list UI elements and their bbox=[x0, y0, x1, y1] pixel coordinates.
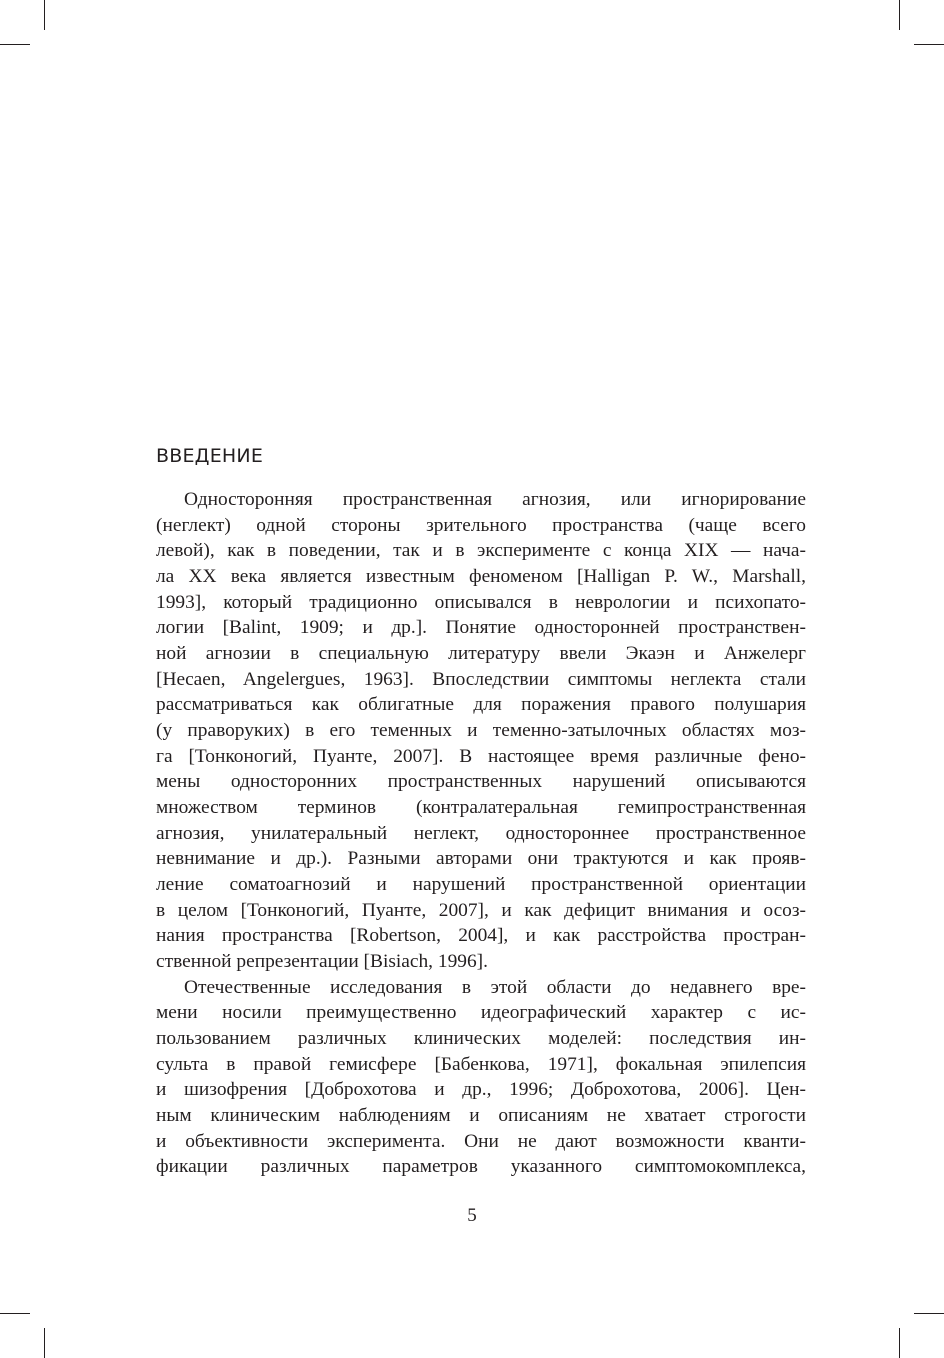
paragraph-2 bbox=[156, 975, 806, 1180]
crop-mark-bottom-right-vertical bbox=[899, 1328, 900, 1358]
text-line: га [Тонконогий, Пуанте, 2007]. В настоящее время различные фено- bbox=[156, 745, 806, 767]
text-line: ление соматоагнозий и нарушений пространственной ориентации bbox=[156, 874, 806, 896]
section-heading: ВВЕДЕНИЕ bbox=[156, 445, 264, 467]
text-line: пользованием различных клинических моделей: последствия ин- bbox=[156, 1028, 806, 1050]
crop-mark-top-right-horizontal bbox=[914, 44, 944, 45]
text-line: фикации различных параметров указанного симптомокомплекса, bbox=[156, 1156, 806, 1178]
text-line: (неглект) одной стороны зрительного пространства (чаще всего bbox=[156, 514, 806, 536]
text-line: Отечественные исследования в этой области до недавнего вре- bbox=[184, 976, 806, 998]
text-line: мени носили преимущественно идеографический характер с ис- bbox=[156, 1002, 806, 1024]
crop-mark-bottom-left-horizontal bbox=[0, 1313, 30, 1314]
text-line: мены односторонних пространственных нарушений описываются bbox=[156, 771, 806, 793]
text-line: сульта в правой гемисфере [Бабенкова, 1971], фокальная эпилепсия bbox=[156, 1053, 806, 1075]
text-line: 1993], который традиционно описывался в неврологии и психопато- bbox=[156, 591, 806, 613]
text-line: нания пространства [Robertson, 2004], и как расстройства простран- bbox=[156, 925, 806, 947]
text-line: ным клиническим наблюдениям и описаниям не хватает строгости bbox=[156, 1105, 806, 1127]
text-line: ственной репрезентации [Bisiach, 1996]. bbox=[156, 951, 488, 973]
crop-mark-bottom-right-horizontal bbox=[914, 1313, 944, 1314]
crop-mark-bottom-left-vertical bbox=[44, 1328, 45, 1358]
text-line: множеством терминов (контралатеральная гемипространственная bbox=[156, 797, 806, 819]
text-line: ной агнозии в специальную литературу ввели Экаэн и Анжелерг bbox=[156, 643, 806, 665]
text-line: [Hecaen, Angelergues, 1963]. Впоследствии симптомы неглекта стали bbox=[156, 668, 806, 690]
text-line: в целом [Тонконогий, Пуанте, 2007], и как дефицит внимания и осоз- bbox=[156, 899, 806, 921]
body-text bbox=[156, 487, 806, 1180]
text-line: (у праворуких) в его теменных и теменно-затылочных областях моз- bbox=[156, 720, 806, 742]
crop-mark-top-right-vertical bbox=[899, 0, 900, 30]
paragraph-1 bbox=[156, 487, 806, 975]
text-line: Односторонняя пространственная агнозия, или игнорирование bbox=[184, 489, 806, 510]
text-line: ла XX века является известным феноменом [Halligan P. W., Marshall, bbox=[156, 566, 806, 588]
page-number: 5 bbox=[467, 1205, 477, 1226]
crop-mark-top-left-vertical bbox=[44, 0, 45, 30]
text-line: и объективности эксперимента. Они не дают возможности кванти- bbox=[156, 1130, 806, 1152]
text-line: агнозия, унилатеральный неглект, одностороннее пространственное bbox=[156, 822, 806, 844]
text-line: левой), как в поведении, так и в эксперименте с конца XIX — нача- bbox=[156, 540, 806, 562]
text-line: рассматриваться как облигатные для поражения правого полушария bbox=[156, 694, 806, 716]
crop-mark-top-left-horizontal bbox=[0, 44, 30, 45]
text-line: логии [Balint, 1909; и др.]. Понятие односторонней пространствен- bbox=[156, 617, 806, 639]
text-line: невнимание и др.). Разными авторами они трактуются и как прояв- bbox=[156, 848, 806, 870]
text-line: и шизофрения [Доброхотова и др., 1996; Доброхотова, 2006]. Цен- bbox=[156, 1079, 806, 1101]
